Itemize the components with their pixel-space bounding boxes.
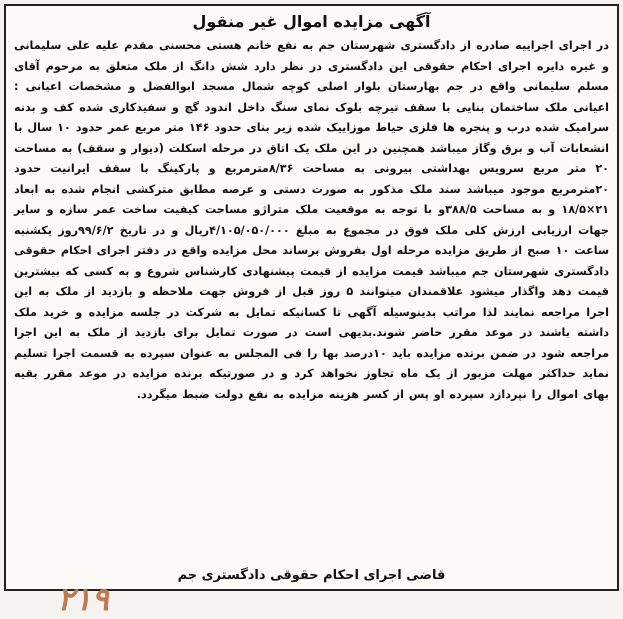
notice-frame [4, 4, 619, 591]
handwritten-number-text: ۲۱۹ [57, 580, 109, 616]
notice-title: آگهی مزایده اموال غیر منقول [192, 12, 431, 31]
handwritten-number-mark [8, 578, 158, 616]
notice-body: در اجرای اجراییه صادره از دادگستری شهرستان جم به نفع خانم هستی محسنی مقدم علیه علی سلیمانی و غیره دایره اجرای احکام حقوقی این دادگستری در نظر دارد شش دانگ از ملک متعلق به مرحوم آقای مسلم سلیمانی واقع در جم بهارستان بلوار اصلی کوچه شمال مسجد ابوالفضل و مشخصات اعیانی : اعیانی ملک ساختمان بنایی با سقف تیرچه بلوک نمای سنگ داخل اندود گچ و سفیدکاری شده کف و بدنه سرامیک شده درب و پنجره ها فلزی حیاط موزاییک شده زیر بنای حدود ۱۴۶ متر مربع عمر حدود ۱۰ سال با انشعابات آب و برق وگاز میباشد همچنین در این ملک یک اتاق در مرحله اسکلت (دیوار و سقف) به مساحت ۲۰ متر مربع سرویس بهداشتی بیرونی به مساحت ۸/۳۶مترمربع و پارکینگ با سقف ایرانیت حدود ۲۰مترمربع موجود میباشد سند ملک مذکور به صورت دستی و عرصه مطابق مترکشی انجام شده به ابعاد ۲۱×۱۸/۵ و به مساحت ۳۸۸/۵و با توجه به موقعیت ملک متراژو مساحت کیفیت ساخت عمر سازه و سایر جهات ارزیابی ارزش کلی ملک فوق در مجموع به مبلغ ۴/۱۰۵/۰۵۰/۰۰۰ریال و در تاریخ ۹۹/۶/۲روز یکشنبه ساعت ۱۰ صبح از طریق مزایده مرحله اول بفروش برساند محل مزایده واقع در دفتر اجرای احکام حقوقی دادگستری شهرستان جم میباشد قیمت مزایده از قیمت پیشنهادی کارشناس شروع و به کسی که بیشترین قیمت دهد واگذار میشود علاقمندان میتوانند ۵ روز قبل از فروش جهت ملاحظه و بازدید از ملک به این اجرا مراجعه نمایند لذا مراتب بدینوسیله آگهی تا کسانیکه تمایل به شرکت در جلسه مزایده و خرید ملک داشته باشند در موعد مقرر حاضر شوند.بدیهی است در صورت تمایل برای بازدید از ملک به این اجرا مراجعه شود در ضمن برنده مزایده باید ۱۰درصد بها را فی المجلس به عنوان سپرده به قسمت اجرا تسلیم نماید حداکثر مهلت مزبور از یک ماه تجاوز نخواهد کرد و در صورتیکه برنده مزایده در موعد مقرر بقیه بهای اموال را نپردازد سپرده او پس از کسر هزینه مزایده به نفع دولت ضبط میگردد. [14, 39, 610, 401]
judge-signature-line: قاضی اجرای احکام حقوقی دادگستری جم [177, 568, 446, 583]
